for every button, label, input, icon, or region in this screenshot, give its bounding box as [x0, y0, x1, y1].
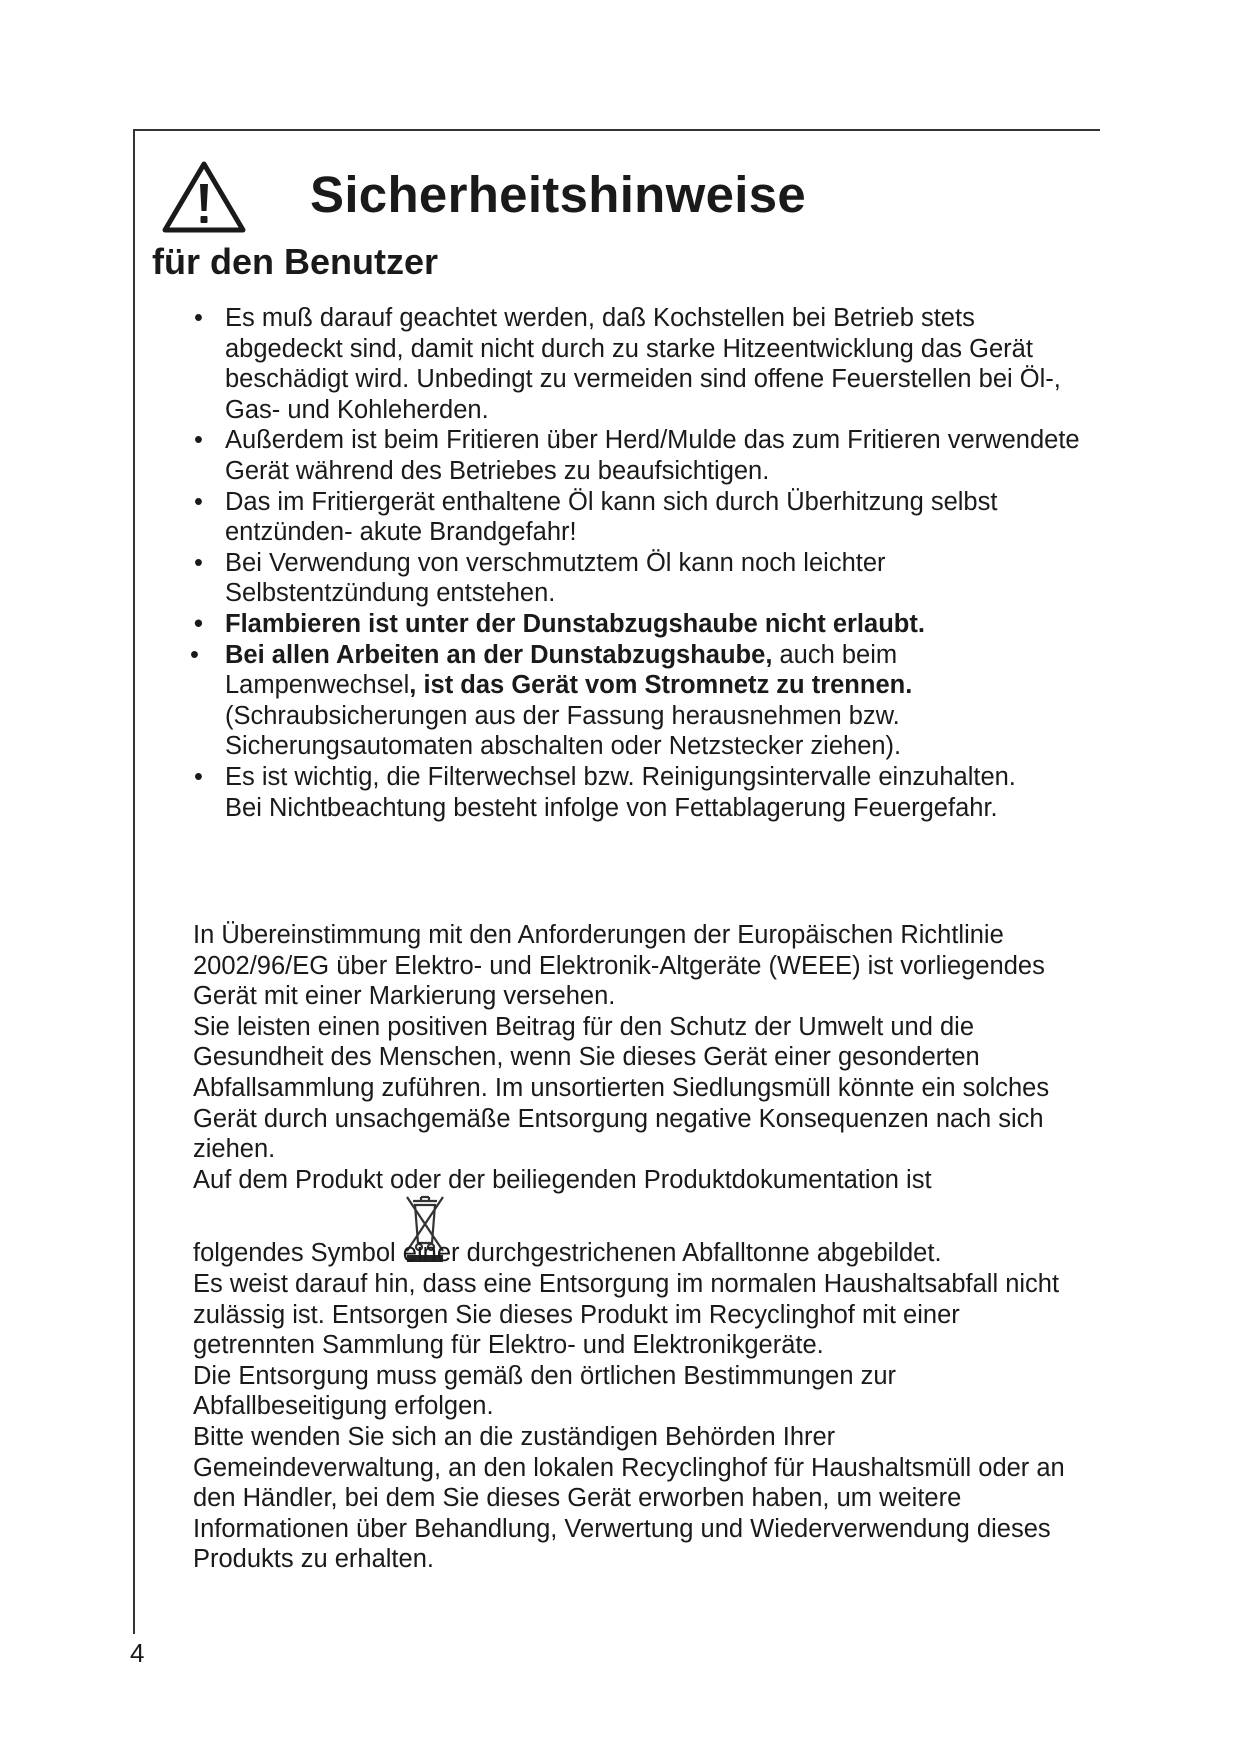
list-item-disconnect [190, 640, 1090, 762]
list-item [190, 303, 1090, 425]
frame-left-rule [133, 129, 135, 1634]
list-item-text: Bei Verwendung von verschmutztem Öl kann noch leichter Selbstentzündung entstehen. [225, 548, 886, 608]
weee-paragraph: Die Entsorgung muss gemäß den örtlichen Bestimmungen zur Abfallbeseitigung erfolgen. [193, 1361, 897, 1421]
weee-paragraph: Auf dem Produkt oder der beiliegenden Produktdokumentation ist [193, 1165, 932, 1194]
weee-paragraph: Es weist darauf hin, dass eine Entsorgung im normalen Haushaltsabfall nicht zulässig ist. Entsorgen Sie dieses Produkt im Recyclinghof mit einer getrennten Sammlung für Elektro- und Elektronikgeräte. [193, 1269, 1060, 1360]
weee-section [193, 920, 1083, 1575]
page-number: 4 [130, 1638, 145, 1668]
page-subtitle: für den Benutzer [152, 241, 439, 282]
list-item [190, 548, 1090, 609]
safety-list [190, 303, 1090, 823]
disconnect-bold-1: Bei allen Arbeiten an der Dunstabzugshaube, [225, 640, 773, 669]
warning-triangle-icon [160, 158, 248, 236]
disconnect-bold-2: , ist das Gerät vom Stromnetz zu trennen. [409, 671, 913, 700]
list-item-text: Flambieren ist unter der Dunstabzugshaube nicht erlaubt. [225, 609, 925, 638]
list-item [190, 487, 1090, 548]
weee-paragraph: Sie leisten einen positiven Beitrag für den Schutz der Umwelt und die Gesundheit des Menschen, wenn Sie dieses Gerät einer gesonderten Abfallsammlung zuführen. Im unsortierten Siedlungsmüll könnte ein solches Gerät durch unsachgemäße Entsorgung negative Konsequenzen nach sich ziehen. [193, 1012, 1050, 1164]
page-title: Sicherheitshinweise [310, 166, 807, 223]
list-item-text: Außerdem ist beim Fritieren über Herd/Mulde das zum Fritieren verwendete Gerät während des Betriebes zu beaufsichtigen. [225, 426, 1080, 485]
filter-text-1: Es ist wichtig, die Filterwechsel bzw. Reinigungsintervalle einzuhalten. [225, 762, 1016, 791]
list-item-filter [190, 762, 1090, 823]
disconnect-text-2: (Schraubsicherungen aus der Fassung herausnehmen bzw. Sicherungsautomaten abschalten oder Netzstecker ziehen). [225, 701, 902, 761]
weee-symbol-text-after: durchgestrichenen Abfalltonne abgebildet. [459, 1239, 942, 1268]
weee-paragraph: In Übereinstimmung mit den Anforderungen der Europäischen Richtlinie 2002/96/EG über Elektro- und Elektronik-Altgeräte (WEEE) ist vorliegendes Gerät mit einer Markierung versehen. [193, 921, 1045, 1011]
weee-symbol-word-text: einer [402, 1239, 460, 1268]
disconnect-text-1: auch beim Lampenwechsel [225, 640, 898, 700]
list-item-text: Das im Fritiergerät enthaltene Öl kann sich durch Überhitzung selbst entzünden- akute Brandgefahr! [225, 487, 998, 547]
list-item [190, 609, 1090, 640]
weee-symbol-text-before: folgendes Symbol [193, 1239, 403, 1268]
weee-paragraph: Bitte wenden Sie sich an die zuständigen Behörden Ihrer Gemeindeverwaltung, an den lokalen Recyclinghof für Haushaltsmüll oder an den Händler, bei dem Sie dieses Gerät erworben haben, um weitere Informationen über Behandlung, Verwertung und Wiederverwendung dieses Produkts zu erhalten. [193, 1422, 1065, 1574]
list-item [190, 425, 1090, 486]
filter-text-2: Bei Nichtbeachtung besteht infolge von Fettablagerung Feuergefahr. [225, 793, 998, 822]
frame-top-rule [133, 129, 1100, 131]
list-item-text: Es muß darauf geachtet werden, daß Kochstellen bei Betrieb stets abgedeckt sind, damit nicht durch zu starke Hitzeentwicklung das Gerät beschädigt wird. Unbedingt zu vermeiden sind offene Feuerstellen bei Öl-, Gas- und Kohleherden. [225, 304, 1061, 424]
weee-symbol-line [193, 1231, 1083, 1269]
